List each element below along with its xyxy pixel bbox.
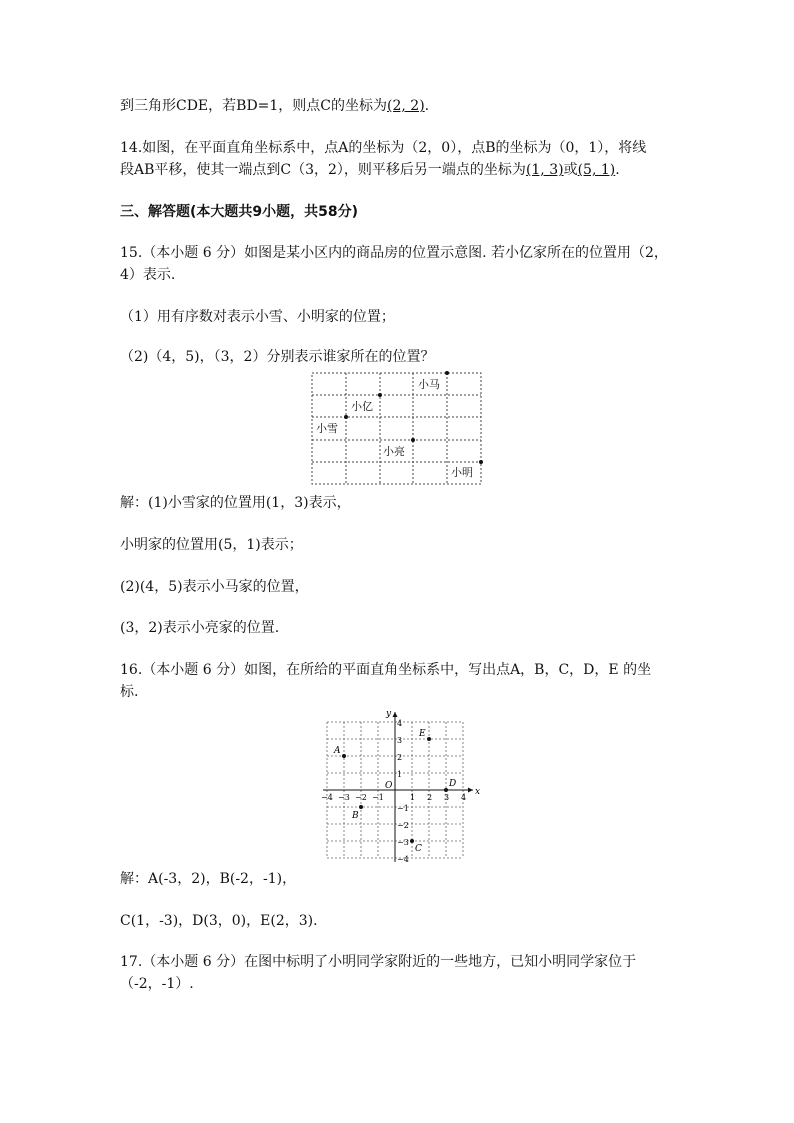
x-tick-label: 2 [427,793,433,802]
point-d [444,788,448,792]
q16-line1: 16.（本小题 6 分）如图，在所给的平面直角坐标系中，写出点A，B，C，D，E 的坐 [120,662,652,678]
y-axis-label: y [386,709,392,719]
label-xiaoliang: 小亮 [383,445,405,458]
label-xiaoyi: 小亿 [351,400,373,413]
point-e [427,737,431,741]
q16-line2: 标. [120,684,139,700]
q15-location-grid [311,372,483,486]
y-tick-label: 4 [397,719,403,728]
q17-line2: （-2，-1）. [120,976,194,992]
q15-sub1: （1）用有序数对表示小雪、小明家的位置； [120,309,395,325]
x-tick-label: 1 [410,793,416,802]
x-tick-label: 3 [444,793,450,802]
q14-text: 段AB平移，使其一端点到C（3，2），则平移后另一端点的坐标为 [120,162,526,178]
y-tick-label: 3 [397,736,403,745]
label-xiaoma: 小马 [418,378,440,391]
y-tick-label: 1 [397,770,403,779]
point-label-c: C [415,844,422,854]
xiaoliang-dot [411,438,415,442]
y-axis-arrow [393,712,398,717]
point-label-d: D [449,779,457,789]
q15-solution-3: (2)(4，5)表示小马家的位置， [120,579,309,595]
y-tick-label: 2 [397,753,403,762]
q14-end: . [615,162,620,178]
x-tick-label: 4 [461,793,467,802]
label-xiaoming: 小明 [451,466,473,479]
point-label-e: E [419,729,426,739]
q14-line1: 14.如图，在平面直角坐标系中，点A的坐标为（2，0），点B的坐标为（0，1），将线 [120,140,647,156]
q14-line2 [120,161,620,179]
q16-solution-1: 解：A(-3，2)，B(-2，-1)， [120,871,297,887]
y-tick-label: −4 [397,855,409,864]
point-label-b: B [352,811,359,821]
x-tick-label: −2 [355,793,367,802]
xiaoma-dot [445,371,449,375]
q15-solution-1: 解：(1)小雪家的位置用(1，3)表示， [120,495,351,511]
q15-sub2: （2)（4，5)，（3，2）分别表示谁家所在的位置？ [120,349,435,365]
xiaoxue-dot [344,415,348,419]
y-tick-label: −3 [397,838,409,847]
q13-line [120,97,429,115]
point-c [410,839,414,843]
x-axis-label: x [475,787,481,797]
x-tick-label: −4 [321,793,333,802]
q15-solution-4: (3，2)表示小亮家的位置. [120,620,280,636]
y-tick-label: −1 [397,804,409,813]
q14-answer2: (5, 1) [577,162,616,178]
xiaoyi-dot [378,393,382,397]
point-a [342,754,346,758]
point-label-a: A [334,746,341,756]
q16-solution-2: C(1，-3)，D(3，0)，E(2，3). [120,913,318,929]
q13-text: 到三角形CDE，若BD=1，则点C的坐标为 [120,98,388,114]
q15-line2: 4）表示. [120,267,176,283]
x-tick-label: −3 [338,793,350,802]
q14-or: 或 [563,162,578,178]
q14-answer1: (1, 3) [525,162,564,178]
section-title: 三、解答题(本大题共9小题，共58分) [120,204,359,220]
q17-line1: 17.（本小题 6 分）在图中标明了小明同学家附近的一些地方，已知小明同学家位于 [120,954,637,970]
label-xiaoxue: 小雪 [316,422,338,435]
x-tick-label: −1 [372,793,384,802]
q13-answer: (2, 2) [387,98,425,114]
q16-coordinate-plane [320,702,481,864]
q15-line1: 15.（本小题 6 分）如图是某小区内的商品房的位置示意图. 若小亿家所在的位置用（2， [120,245,668,261]
y-tick-label: −2 [397,821,409,830]
x-axis-arrow [468,788,473,793]
q15-solution-2: 小明家的位置用(5，1)表示； [120,537,303,553]
xiaoming-dot [479,460,483,464]
point-b [359,805,363,809]
q13-end: . [424,98,430,114]
origin-label: O [385,781,393,791]
